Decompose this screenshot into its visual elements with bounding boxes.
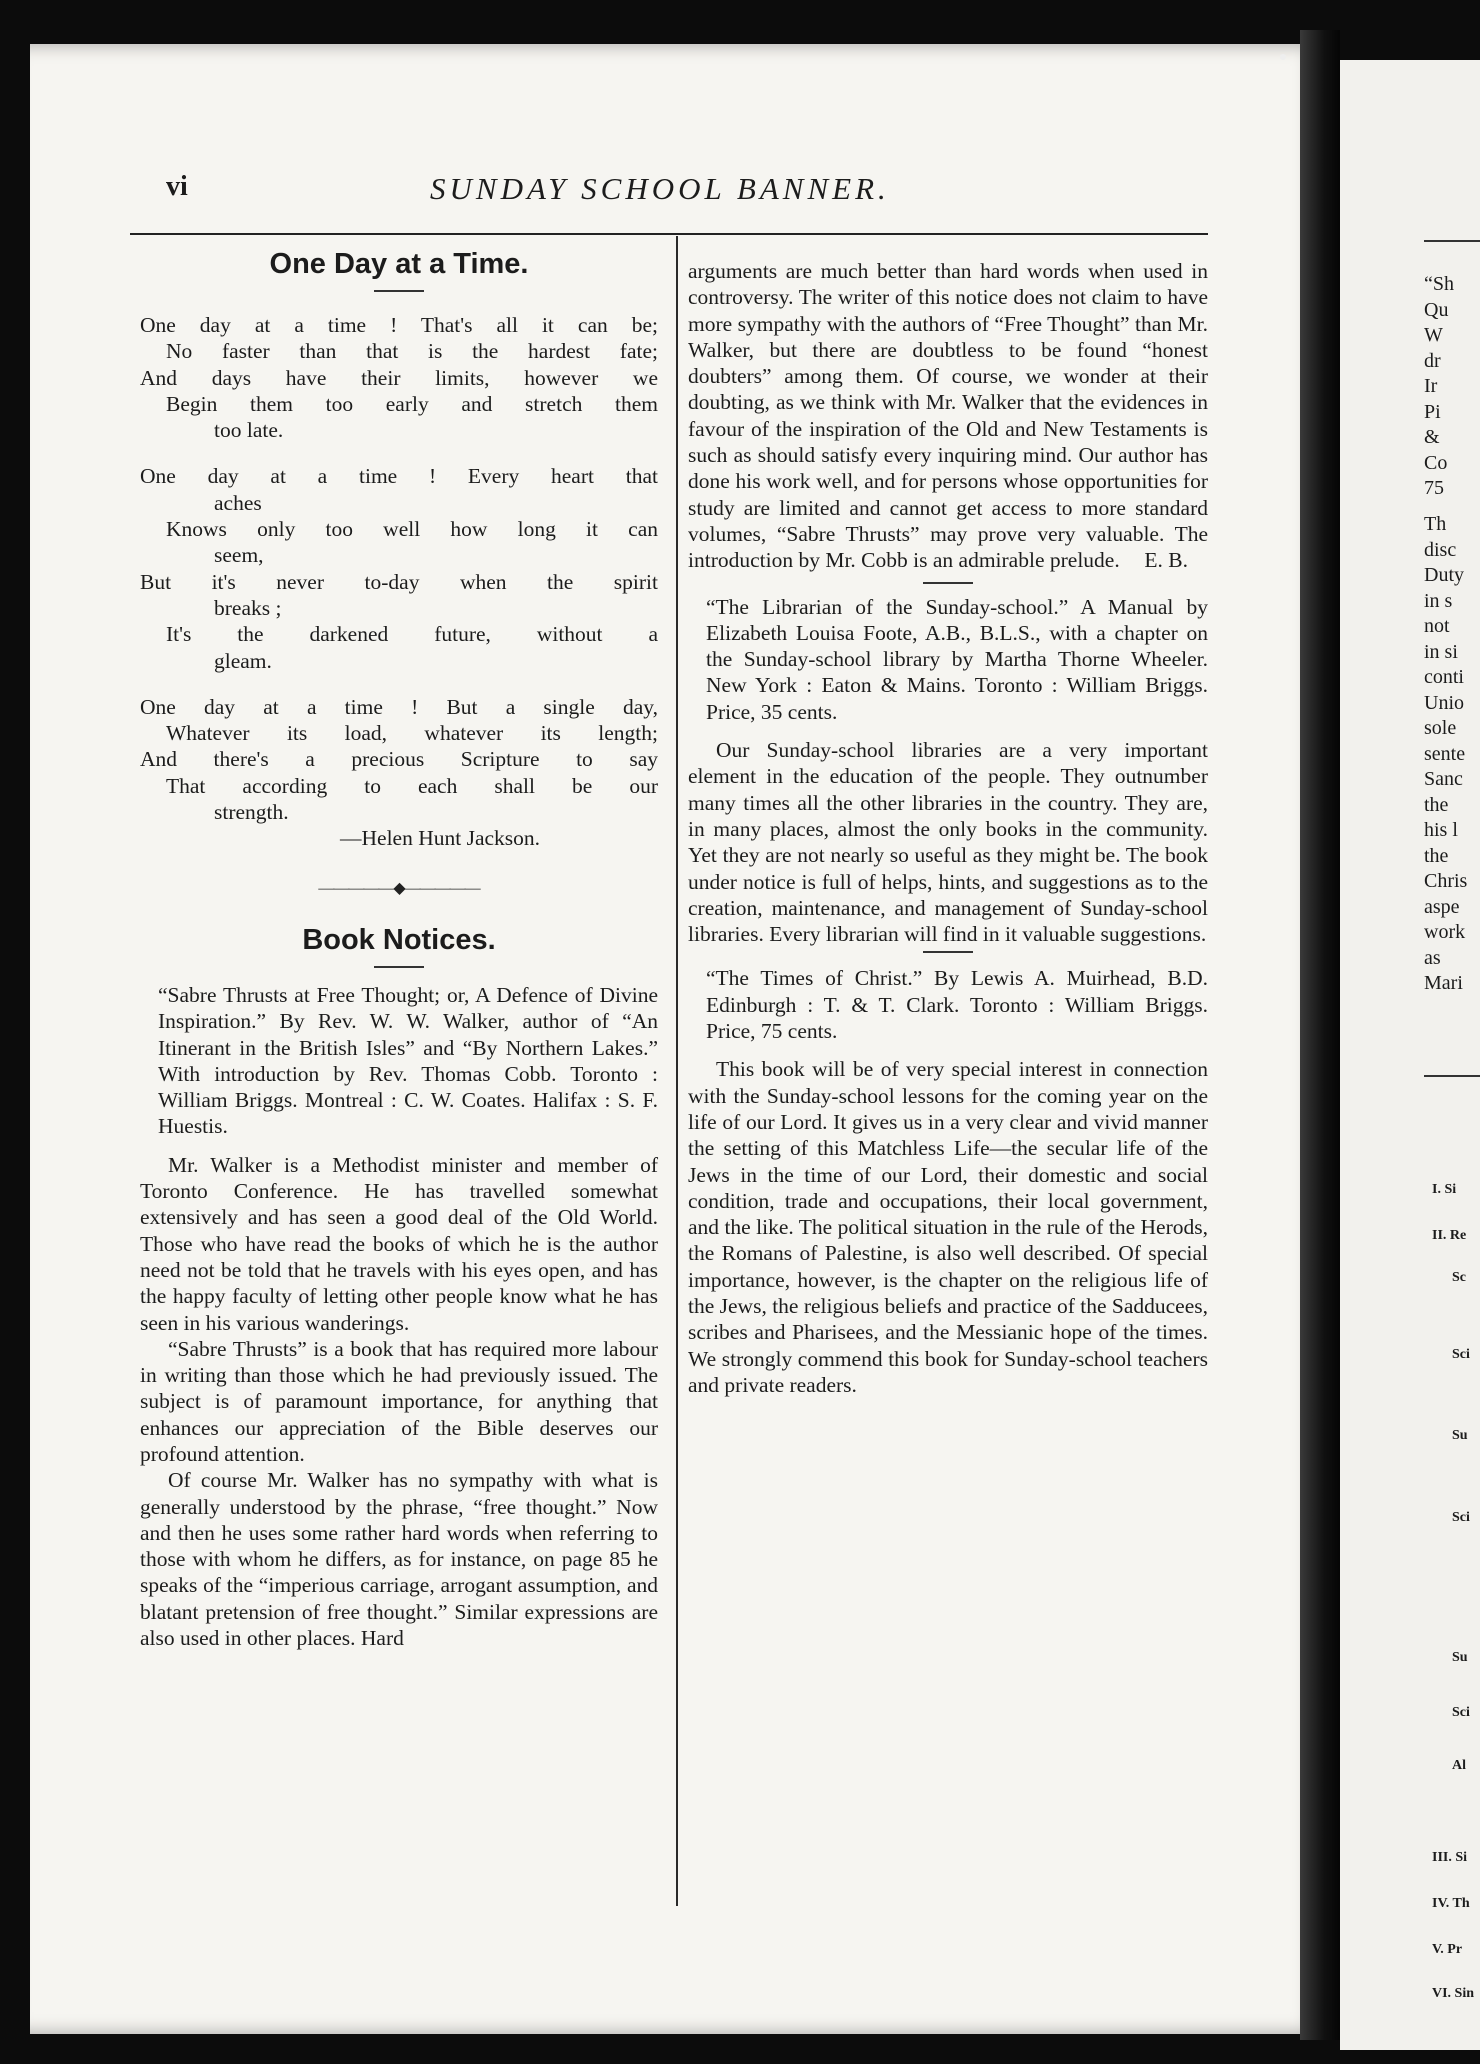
next-page-edge: [1340, 60, 1480, 2050]
poem-line: And there's a precious Scripture to say: [140, 747, 658, 772]
notice-separator: [923, 582, 973, 584]
next-page-contents-item: Sci: [1452, 1510, 1470, 1525]
next-page-fragment: the: [1424, 844, 1449, 867]
next-page-fragment: Ir: [1424, 375, 1438, 397]
notice-paragraph: [688, 258, 1208, 574]
page-number: vi: [166, 171, 188, 202]
next-page-fragment: Sanc: [1424, 768, 1463, 790]
page-header: [130, 165, 1210, 225]
notice-paragraph: Of course Mr. Walker has no sympathy with what is generally understood by the phrase, “free thought.” Now and then he uses some rather hard words when referring to those with whom he differs, as for instance, on page 85 he speaks of the “imperious carriage, arrogant assumption, and blatant pretension of free thought.” Similar expressions are also used in other places. Hard: [140, 1468, 658, 1651]
notice-separator: [923, 951, 973, 953]
next-page-fragment: &: [1424, 426, 1440, 448]
ornament-divider: —————◆—————: [318, 879, 480, 897]
next-page-fragment: 75: [1424, 477, 1444, 499]
next-page-fragment: Qu: [1424, 298, 1449, 321]
next-page-fragment: work: [1424, 921, 1466, 943]
next-page-fragment: Pi: [1424, 400, 1441, 423]
next-page-rule: [1424, 240, 1480, 242]
poem-line: too late.: [214, 418, 284, 443]
next-page-fragment: Mari: [1424, 972, 1463, 994]
next-page-rule-2: [1424, 1075, 1480, 1077]
notice-paragraph: “Sabre Thrusts” is a book that has required more labour in writing than those which he had previously issued. The subject is of paramount importance, for anything that enhances our appreciation of the Bible deserves our profound attention.: [140, 1336, 658, 1466]
next-page-contents-item: V. Pr: [1432, 1942, 1463, 1957]
notice-paragraph: Our Sunday-school libraries are a very important element in the education of the people. They outnumber many times all the other libraries in the country. They are, in many places, almost the only books in the community. Yet they are not nearly so useful as they might be. The book under notice is full of helps, hints, and suggestions as to the creation, maintenance, and management of Sunday-school libraries. Every librarian will find in it valuable suggestions.: [688, 738, 1208, 947]
next-page-fragment: Co: [1424, 451, 1448, 474]
next-page-fragment: Chris: [1424, 870, 1468, 892]
next-page-fragment: sole: [1424, 717, 1457, 739]
running-title: SUNDAY SCHOOL BANNER.: [430, 171, 890, 206]
title-rule: [374, 966, 424, 968]
next-page-fragment: the: [1424, 793, 1449, 816]
notice-paragraph: This book will be of very special interest in connection with the Sunday-school lessons for the coming year on the life of our Lord. It gives us in a very clear and vivid manner the setting of this Matchless Life—the secular life of the Jews in the time of our Lord, their domestic and social condition, trade and occupations, their local government, and the like. The political situation in the rule of the Herods, the Romans of Palestine, is also well described. Of special importance, however, is the chapter on the religious life of the Jews, the religious beliefs and practice of the Sadducees, scribes and Pharisees, and the Messianic hope of the times. We strongly commend this book for Sunday-school teachers and private readers.: [688, 1057, 1208, 1397]
poem-stanza-3: [140, 694, 658, 825]
notice-heading: “Sabre Thrusts at Free Thought; or, A Defence of Divine Inspiration.” By Rev. W. W. Walker, author of “An Itinerant in the British Isles” and “By Northern Lakes.” With introduction by Rev. Thomas Cobb. Toronto : William Briggs. Montreal : C. W. Coates. Halifax : S. F. Huestis.: [158, 982, 658, 1139]
poem-line: One day at a time ! But a single day,: [140, 694, 658, 719]
next-page-fragment: W: [1424, 324, 1443, 346]
next-page-contents-item: Su: [1452, 1428, 1468, 1443]
poem-line: gleam.: [214, 648, 272, 673]
poem-line: But it's never to-day when the spirit: [140, 569, 658, 594]
book-gutter: [1300, 30, 1340, 2040]
next-page-contents-item: IV. Th: [1432, 1896, 1470, 1911]
next-page-fragment: aspe: [1424, 895, 1460, 918]
next-page-contents-item: Su: [1452, 1650, 1468, 1665]
poem-line: One day at a time ! That's all it can be;: [140, 313, 658, 337]
poem-line: Whatever its load, whatever its length;: [166, 721, 658, 746]
poem-line: And days have their limits, however we: [140, 365, 658, 390]
poem-line: strength.: [214, 800, 289, 825]
next-page-fragment: his l: [1424, 819, 1458, 841]
poem-line: breaks ;: [214, 595, 282, 620]
title-rule: [374, 290, 424, 292]
column-rule: [676, 236, 678, 1906]
poem-line: It's the darkened future, without a: [166, 622, 658, 647]
next-page-fragment: conti: [1424, 666, 1464, 688]
poem-stanza-2: [140, 463, 658, 673]
next-page-fragment: Th: [1424, 513, 1447, 535]
poem-line: No faster than that is the hardest fate;: [166, 339, 658, 364]
poem-line: One day at a time ! Every heart that: [140, 464, 658, 489]
poem-stanza-1: [140, 312, 658, 443]
next-page-fragment: not: [1424, 615, 1450, 637]
next-page-fragment: disc: [1424, 538, 1457, 561]
next-page-fragment: Unio: [1424, 691, 1464, 714]
header-rule: [130, 233, 1208, 235]
notice-text: arguments are much better than hard words when used in controversy. The writer of this notice does not claim to have more sympathy with the authors of “Free Thought” than Mr. Walker, but there are doubtless to be found “honest doubters” among them. Of course, we wonder at their doubting, as we think with Mr. Walker that the evidences in favour of the inspiration of the Old and New Testaments is such as should satisfy every inquiring mind. Our author has done his work well, and for persons whose opportunities for study are limited and cannot get access to more standard volumes, “Sabre Thrusts” may prove very valuable. The introduction by Mr. Cobb is an admirable prelude.: [688, 259, 1208, 573]
next-page-fragment: dr: [1424, 349, 1441, 372]
next-page-contents-item: III. Si: [1432, 1850, 1468, 1865]
poem-line: Begin them too early and stretch them: [166, 391, 658, 416]
notice-heading: “The Librarian of the Sunday-school.” A Manual by Elizabeth Louisa Foote, A.B., B.L.S., with a chapter on the Sunday-school library by Martha Thorne Wheeler. New York : Eaton & Mains. Toronto : William Briggs. Price, 35 cents.: [706, 594, 1208, 724]
next-page-contents-item: Sci: [1452, 1347, 1470, 1362]
poem-line: aches: [214, 490, 262, 515]
right-column: [688, 258, 1208, 1398]
next-page-contents-item: II. Re: [1432, 1228, 1467, 1243]
notice-heading: “The Times of Christ.” By Lewis A. Muirhead, B.D. Edinburgh : T. & T. Clark. Toronto : William Briggs. Price, 75 cents.: [706, 966, 1208, 1044]
notice-signature: E. B.: [1144, 548, 1188, 573]
next-page-contents-item: I. Si: [1432, 1182, 1457, 1197]
next-page-contents-item: Al: [1452, 1758, 1466, 1773]
next-page-fragment: Duty: [1424, 564, 1464, 586]
poem-line: seem,: [214, 543, 264, 568]
next-page-fragment: as: [1424, 946, 1441, 969]
left-column: [140, 240, 658, 1651]
next-page-fragment: in s: [1424, 589, 1453, 612]
next-page-contents-item: Sc: [1452, 1270, 1466, 1285]
next-page-contents-item: Sci: [1452, 1705, 1470, 1720]
notice-paragraph: Mr. Walker is a Methodist minister and member of Toronto Conference. He has travelled somewhat extensively and has seen a good deal of the Old World. Those who have read the books of which he is the author need not be told that he travels with his eyes open, and has the happy faculty of letting other people know what he has seen in his various wanderings.: [140, 1152, 658, 1335]
poem-title: One Day at a Time.: [269, 248, 529, 280]
book-notices-title: Book Notices.: [302, 923, 496, 956]
poem-line: That according to each shall be our: [166, 773, 658, 798]
next-page-fragment: sente: [1424, 742, 1466, 765]
next-page-fragment: in si: [1424, 640, 1458, 663]
poem-attribution: —Helen Hunt Jackson.: [340, 826, 541, 851]
next-page-contents-item: VI. Sin: [1432, 1986, 1475, 2001]
poem-line: Knows only too well how long it can: [166, 517, 658, 542]
next-page-fragment: “Sh: [1424, 273, 1454, 295]
